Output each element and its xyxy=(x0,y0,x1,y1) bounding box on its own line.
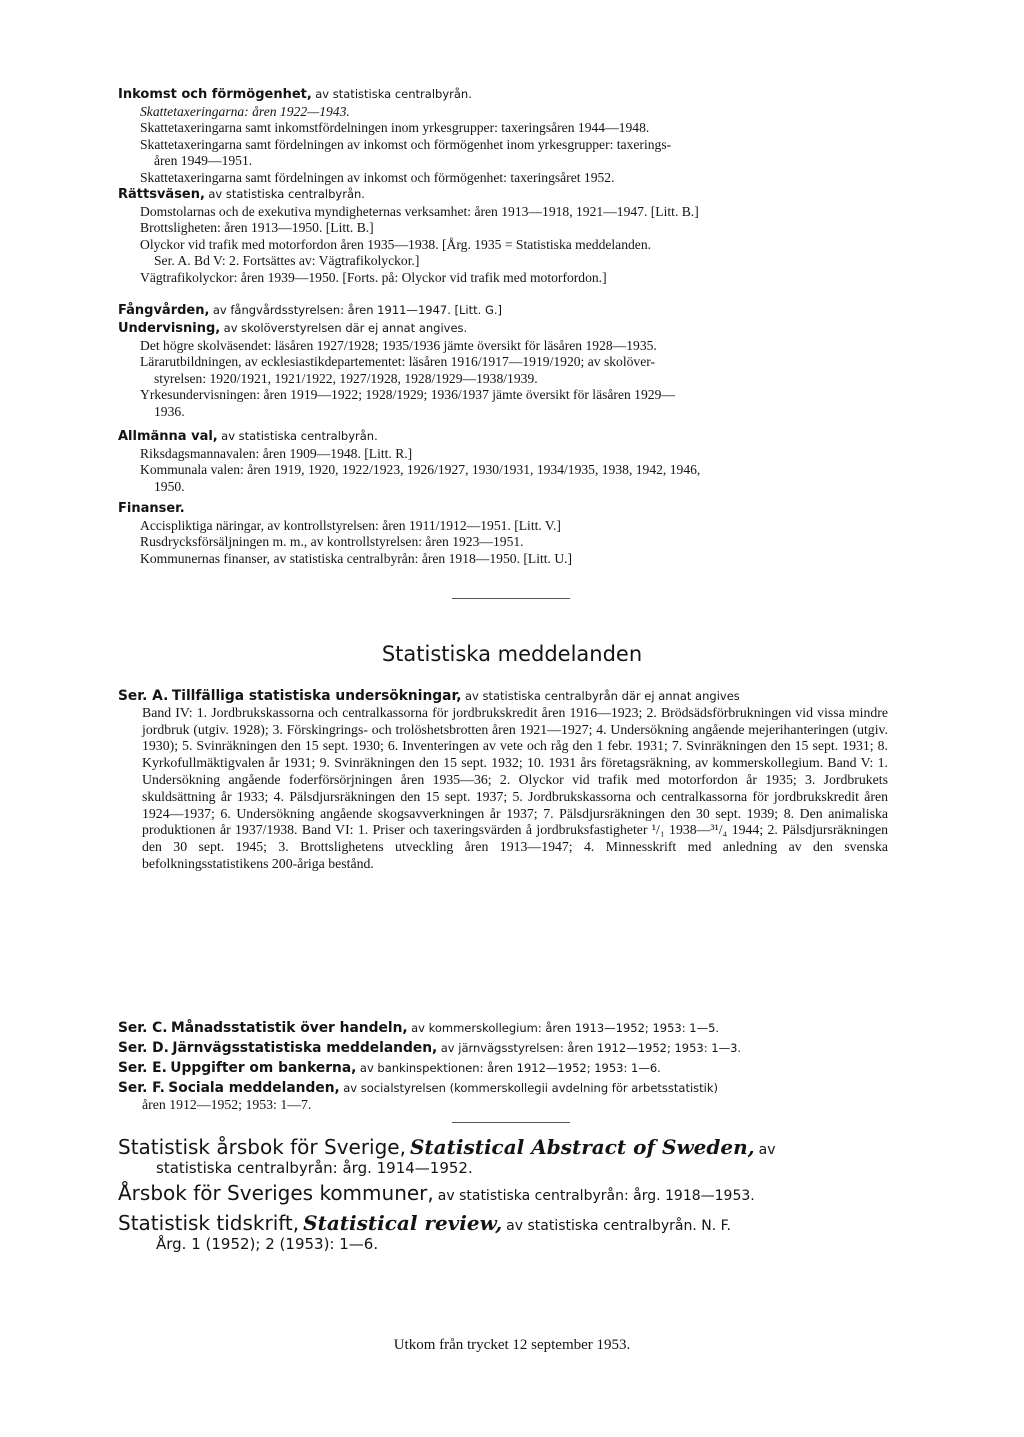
section-line: Skattetaxeringarna: åren 1922—1943. xyxy=(140,103,350,119)
publication-english-title: Statistical Abstract of Sweden, xyxy=(409,1135,755,1159)
section-line: Skattetaxeringarna samt fördelningen av inkomst och förmögenhet: taxeringsåret 1952. xyxy=(140,169,615,185)
publication-tidskrift xyxy=(118,1211,898,1253)
section-line: Det högre skolväsendet: läsåren 1927/1928; 1935/1936 jämte översikt för läsåren 1928—1935. xyxy=(140,337,657,353)
section-line: styrelsen: 1920/1921, 1921/1922, 1927/1928, 1928/1929—1938/1939. xyxy=(154,370,538,386)
section-publisher: av skolöverstyrelsen där ej annat angives. xyxy=(223,321,468,335)
publication-years: Årg. 1 (1952); 2 (1953): 1—6. xyxy=(156,1235,379,1253)
section-allmanna-val xyxy=(118,428,898,495)
section-line: 1950. xyxy=(154,478,185,494)
section-line: Kommunala valen: åren 1919, 1920, 1922/1923, 1926/1927, 1930/1931, 1934/1935, 1938, 1942, 1946, xyxy=(140,462,701,477)
series-f xyxy=(118,1080,888,1114)
publication-title: Statistisk årsbok för Sverige, xyxy=(118,1135,406,1159)
publication-years: statistiska centralbyrån: årg. 1914—1952. xyxy=(156,1159,473,1177)
publication-arsbok-sverige xyxy=(118,1135,898,1177)
section-heading: Inkomst och förmögenhet, xyxy=(118,87,312,102)
section-line: Skattetaxeringarna samt inkomstfördelningen inom yrkesgrupper: taxeringsåren 1944—1948. xyxy=(140,120,650,135)
section-heading: Finanser. xyxy=(118,501,185,516)
section-heading: Fångvården, xyxy=(118,303,210,318)
series-body: åren 1912—1952; 1953: 1—7. xyxy=(142,1096,312,1112)
section-line: Riksdagsmannavalen: åren 1909—1948. [Litt. R.] xyxy=(140,445,413,461)
series-code: Ser. C. xyxy=(118,1020,168,1036)
section-line: Accispliktiga näringar, av kontrollstyrelsen: åren 1911/1912—1951. [Litt. V.] xyxy=(140,517,561,533)
series-publisher: av järnvägsstyrelsen: åren 1912—1952; 1953: 1—3. xyxy=(440,1041,742,1055)
series-code: Ser. A. xyxy=(118,688,169,704)
section-rattsvasen xyxy=(118,186,898,286)
section-publisher: av statistiska centralbyrån. xyxy=(221,429,378,443)
series-code: Ser. F. xyxy=(118,1080,165,1096)
imprint: Utkom från trycket 12 september 1953. xyxy=(393,1337,631,1353)
series-body: Band IV: 1. Jordbrukskassorna och centralkassorna för jordbrukskredit åren 1916—1923; 2. Brödsädsförbrukningen vid vissa mindre jordbruk (utgiv. 1928); 3. Förskingrings- och trolöshetsbrotten åren 1921—1927; 4. Undersökning angående mejerihanteringen (utgiv. 1930); 5. Svinräkningen den 15 sept. 1930; 6. Inventeringen av vete och råg den 1 febr. 1931; 7. Svinräkningen den 15 sept. 1931; 8. Kyrkofullmäktigvalen år 1931; 9. Svinräkningen den 15 sept. 1932; 10. 1931 års företagsräkning, av kommerskollegium. Band V: 1. Undersökning angående foderförsörjningen åren 1935—36; 2. Olyckor vid trafik med motorfordon år 1935; 3. Jordbrukets skuldsättning år 1933; 4. Pälsdjursräkningen den 15 sept. 1937; 5. Jordbrukskassorna och centralkassorna för jordbrukskredit åren 1924—1937; 6. Undersökning angående skogsavverkningen år 1937; 7. Pälsdjursräkningen den 30 sept. 1939; 8. Den animaliska produktionen år 1937/1938. Band VI: 1. Priser och taxeringsvärden å jordbruksfastigheter ¹/₁ 1938—³¹/₄ 1944; 2. Pälsdjursräkningen den 30 sept. 1945; 3. Brottslighetens utveckling åren 1913—1947; 4. Minnesskrift med anledning av den svenska befolkningsstatistikens 200-åriga bestånd. xyxy=(142,704,888,871)
publication-publisher: av statistiska centralbyrån: årg. 1918—1953. xyxy=(437,1188,755,1204)
section-line: Domstolarnas och de exekutiva myndigheternas verksamhet: åren 1913—1918, 1921—1947. [Litt. B.] xyxy=(140,203,699,219)
section-line: Rusdrycksförsäljningen m. m., av kontrollstyrelsen: åren 1923—1951. xyxy=(140,534,524,549)
series-publisher: av socialstyrelsen (kommerskollegii avdelning för arbetsstatistik) xyxy=(343,1081,719,1095)
publication-publisher: av xyxy=(758,1142,776,1158)
divider xyxy=(452,598,570,599)
section-line: Kommunernas finanser, av statistiska centralbyrån: åren 1918—1950. [Litt. U.] xyxy=(140,550,573,566)
series-publisher: av kommerskollegium: åren 1913—1952; 1953: 1—5. xyxy=(411,1021,720,1035)
section-line: åren 1949—1951. xyxy=(154,153,253,168)
section-line: Lärarutbildningen, av ecklesiastikdepartementet: läsåren 1916/1917—1919/1920; av skolöver- xyxy=(140,354,656,369)
publication-arsbok-kommuner xyxy=(118,1181,898,1205)
series-title: Uppgifter om bankerna, xyxy=(170,1060,357,1076)
series-c xyxy=(118,1020,888,1037)
section-publisher: av fångvårdsstyrelsen: åren 1911—1947. [Litt. G.] xyxy=(212,303,503,317)
publication-publisher: av statistiska centralbyrån. N. F. xyxy=(506,1218,731,1234)
series-title: Tillfälliga statistiska undersökningar, xyxy=(171,688,462,704)
section-publisher: av statistiska centralbyrån. xyxy=(208,187,365,201)
series-d xyxy=(118,1040,888,1057)
section-line: Skattetaxeringarna samt fördelningen av inkomst och förmögenhet inom yrkesgrupper: taxerings- xyxy=(140,136,672,152)
section-heading: Undervisning, xyxy=(118,321,221,336)
section-line: 1936. xyxy=(154,403,185,419)
section-finanser xyxy=(118,500,898,567)
series-title: Järnvägsstatistiska meddelanden, xyxy=(172,1040,438,1056)
section-publisher: av statistiska centralbyrån. xyxy=(315,87,472,101)
section-line: Olyckor vid trafik med motorfordon åren 1935—1938. [Årg. 1935 = Statistiska meddelanden. xyxy=(140,236,652,252)
series-title: Månadsstatistik över handeln, xyxy=(171,1020,408,1036)
series-code: Ser. D. xyxy=(118,1040,169,1056)
section-line: Brottsligheten: åren 1913—1950. [Litt. B.] xyxy=(140,220,374,235)
section-inkomst xyxy=(118,86,898,186)
section-undervisning xyxy=(118,320,898,420)
series-publisher: av bankinspektionen: åren 1912—1952; 1953: 1—6. xyxy=(359,1061,661,1075)
publication-english-title: Statistical review, xyxy=(303,1211,503,1235)
publication-title: Årsbok för Sveriges kommuner, xyxy=(118,1181,434,1205)
section-fangvarden xyxy=(118,302,898,320)
divider xyxy=(452,1122,570,1123)
meddelanden-title: Statistiska meddelanden xyxy=(381,642,643,666)
section-heading: Allmänna val, xyxy=(118,429,218,444)
series-e xyxy=(118,1060,888,1077)
series-title: Sociala meddelanden, xyxy=(168,1080,340,1096)
series-a xyxy=(118,688,888,873)
publication-title: Statistisk tidskrift, xyxy=(118,1211,300,1235)
section-line: Ser. A. Bd V: 2. Fortsättes av: Vägtrafikolyckor.] xyxy=(154,253,420,268)
series-publisher: av statistiska centralbyrån där ej annat angives xyxy=(464,689,740,703)
series-code: Ser. E. xyxy=(118,1060,167,1076)
section-heading: Rättsväsen, xyxy=(118,187,205,202)
section-line: Yrkesundervisningen: åren 1919—1922; 1928/1929; 1936/1937 jämte översikt för läsåren 1929— xyxy=(140,387,675,402)
section-line: Vägtrafikolyckor: åren 1939—1950. [Forts. på: Olyckor vid trafik med motorfordon.] xyxy=(140,269,607,285)
